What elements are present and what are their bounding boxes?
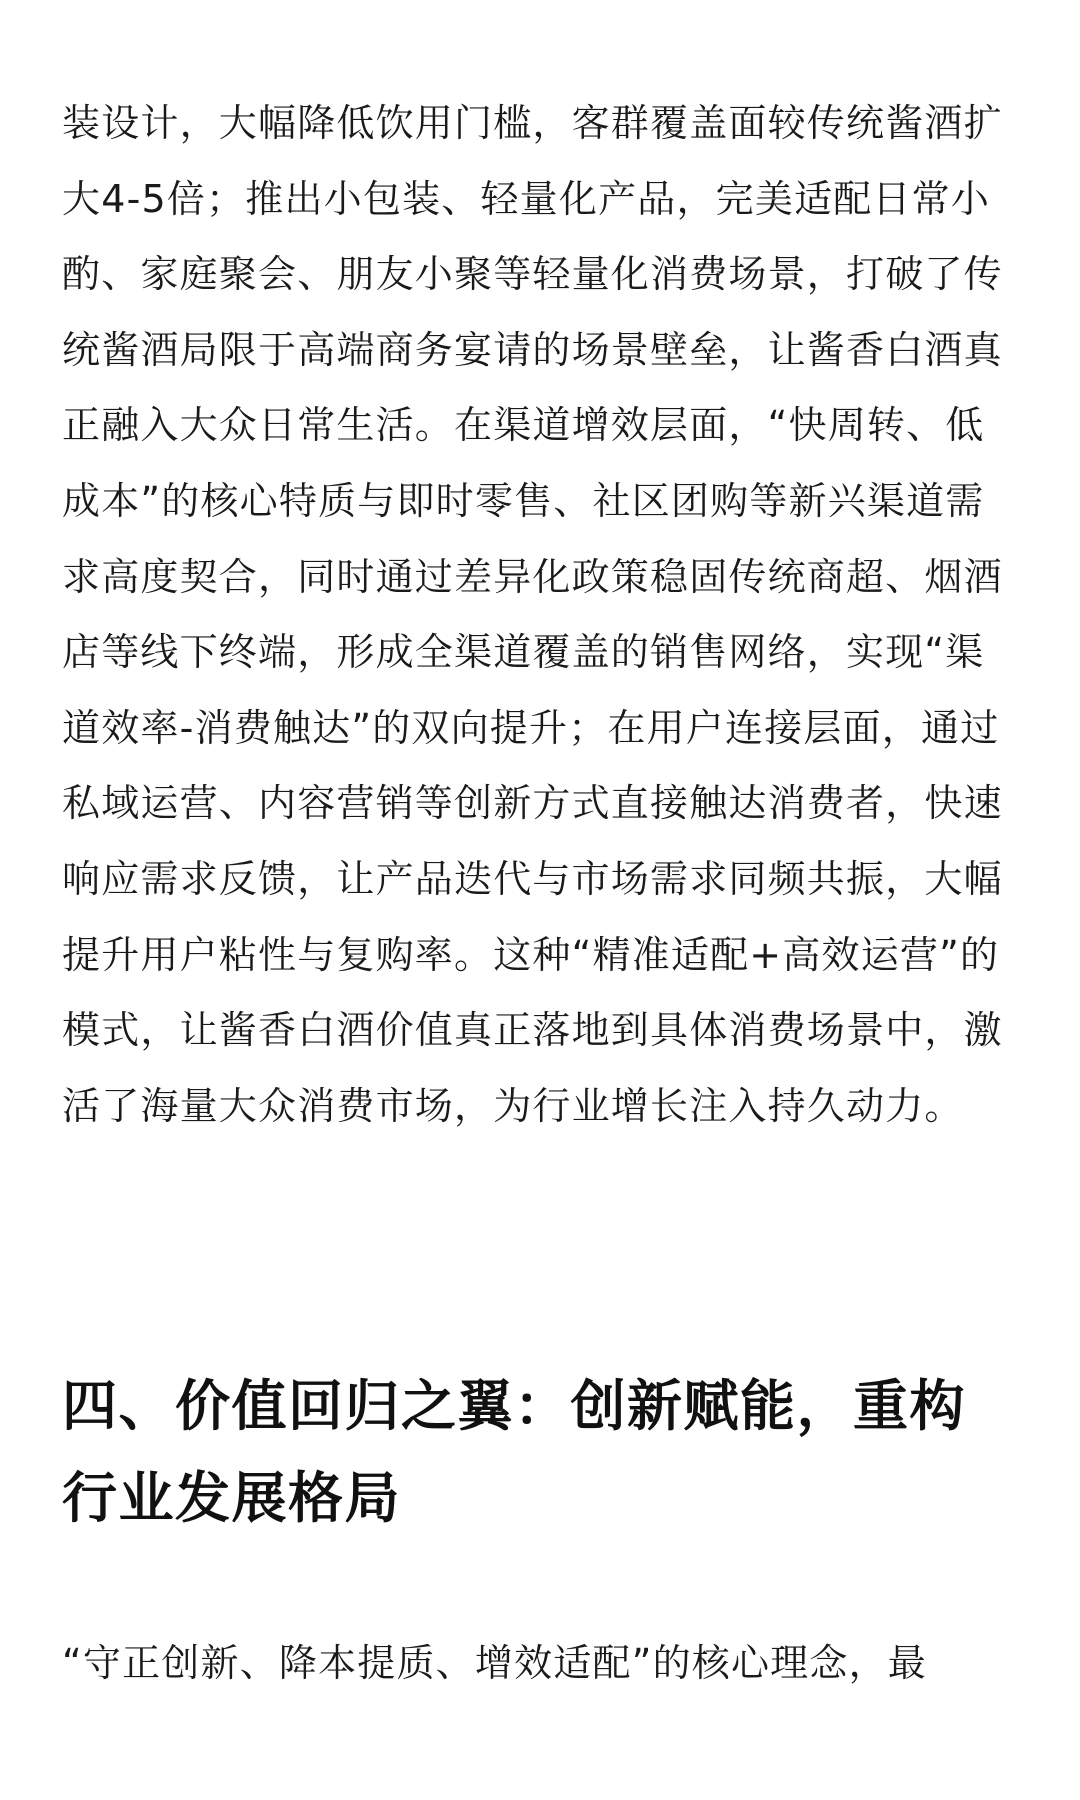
article-paragraph: 装设计，大幅降低饮用门槛，客群覆盖面较传统酱酒扩大4-5倍；推出小包装、轻量化产品，完美适配日常小酌、家庭聚会、朋友小聚等轻量化消费场景，打破了传统酱酒局限于高端商务宴请的场景壁垒，让酱香白酒真正融入大众日常生活。在渠道增效层面，“快周转、低成本”的核心特质与即时零售、社区团购等新兴渠道需求高度契合，同时通过差异化政策稳固传统商超、烟酒店等线下终端，形成全渠道覆盖的销售网络，实现“渠道效率-消费触达”的双向提升；在用户连接层面，通过私域运营、内容营销等创新方式直接触达消费者，快速响应需求反馈，让产品迭代与市场需求同频共振，大幅提升用户粘性与复购率。这种“精准适配+高效运营”的模式，让酱香白酒价值真正落地到具体消费场景中，激活了海量大众消费市场，为行业增长注入持久动力。 bbox=[62, 101, 1003, 1128]
article-paragraph: “守正创新、降本提质、增效适配”的核心理念，最 bbox=[62, 1641, 927, 1685]
section-heading: 四、价值回归之翼：创新赋能，重构行业发展格局 bbox=[62, 1374, 967, 1530]
